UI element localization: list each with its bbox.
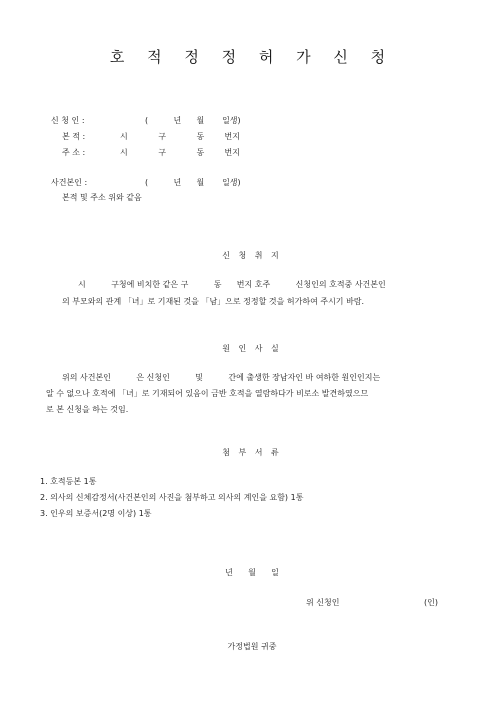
applicant-birth: ( 년 월 일생) — [145, 116, 241, 125]
signature-label: 위 신청인 — [306, 598, 340, 607]
document-title: 호 적 정 정 허 가 신 청 — [109, 48, 395, 66]
reason-heading: 원 인 사 실 — [222, 344, 282, 353]
purpose-heading: 신 청 취 지 — [222, 251, 282, 260]
principal-label: 사건본인 : — [51, 178, 88, 187]
principal-birth: ( 년 월 일생) — [145, 178, 241, 187]
attachments-heading: 첨 부 서 류 — [222, 448, 282, 457]
attachment-item: 3. 인우의 보증서(2명 이상) 1통 — [40, 509, 152, 518]
addressee: 가정법원 귀중 — [227, 642, 277, 651]
purpose-line-2: 의 부모와의 관계 「녀」로 기재된 것을 「남」으로 정정할 것을 허가하여 주시기 바람. — [62, 297, 365, 306]
attachment-item: 1. 호적등본 1통 — [40, 477, 97, 486]
applicant-label: 신 청 인 : — [51, 116, 85, 125]
principal-note: 본적 및 주소 위와 같음 — [62, 193, 142, 202]
address-label: 주 소 : — [62, 148, 86, 157]
reason-line-1: 위의 사건본인 은 신청인 및 간에 출생한 장남자인 바 여하한 원인인지는 — [62, 373, 381, 382]
reason-line-2: 알 수 없으나 호적에 「녀」로 기재되어 있음이 금반 호적을 열람하다가 비로소 발견하였으므 — [46, 389, 369, 398]
purpose-line-1: 시 구청에 비치한 같은 구 동 번지 호주 신청인의 호적중 사건본인 — [78, 280, 386, 289]
reason-line-3: 로 본 신청을 하는 것임. — [46, 405, 129, 414]
date-line: 년 월 일 — [225, 568, 279, 577]
domicile-value: 시 구 동 번지 — [120, 132, 241, 141]
domicile-label: 본 적 : — [62, 132, 86, 141]
attachment-item: 2. 의사의 신체감정서(사건본인의 사진을 첨부하고 의사의 계인을 요함) 1통 — [40, 493, 304, 502]
signature-seal: (인) — [424, 598, 438, 607]
address-value: 시 구 동 번지 — [120, 148, 241, 157]
